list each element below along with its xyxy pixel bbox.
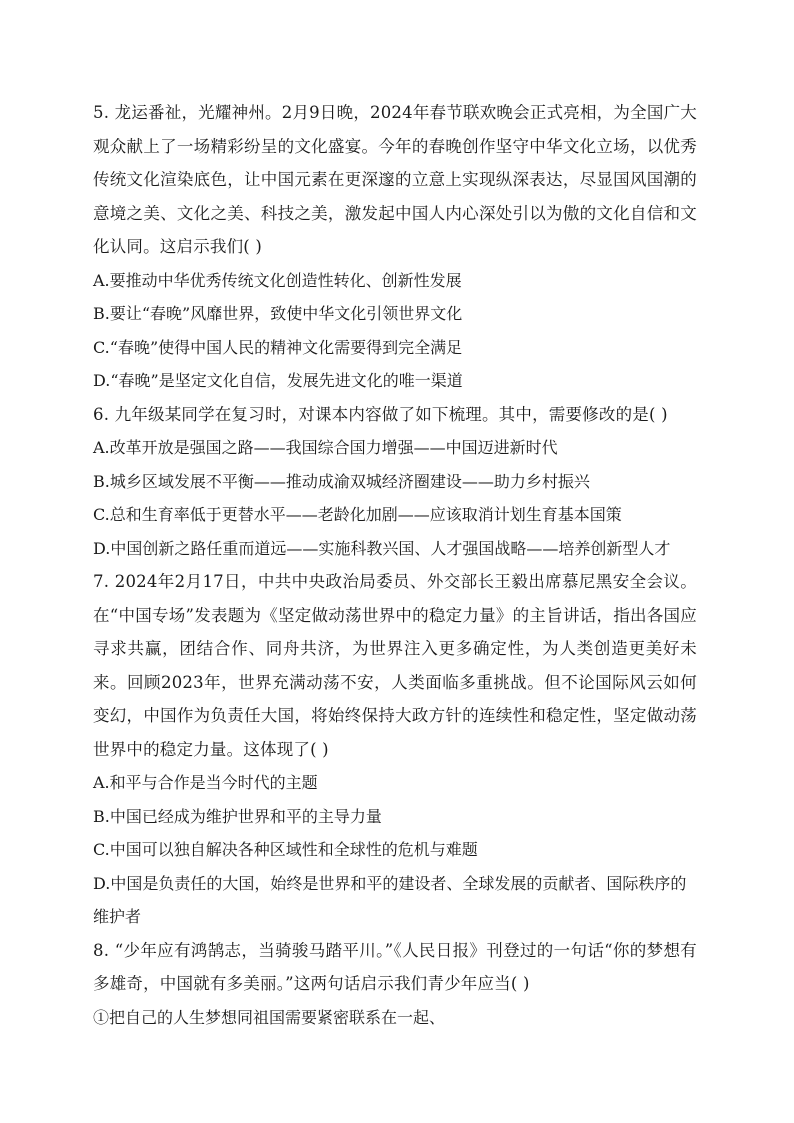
option-c[interactable]: C.“春晚”使得中国人民的精神文化需要得到完全满足	[93, 337, 463, 357]
option-a[interactable]: A.和平与合作是当今时代的主题	[93, 773, 318, 792]
question-stem: 8. “少年应有鸿鹄志，当骑骏马踏平川。”《人民日报》刊登过的一句话“你的梦想有多雄奇，中国就有多美丽。”这两句话启示我们青少年应当( )	[93, 940, 697, 993]
option-d[interactable]: D.中国创新之路任重而道远——实施科教兴国、人才强国战略——培养创新型人才	[93, 538, 671, 558]
question-stem: 6. 九年级某同学在复习时，对课本内容做了如下梳理。其中，需要修改的是( )	[93, 404, 668, 424]
question-stem: 7. 2024年2月17日，中共中央政治局委员、外交部长王毅出席慕尼黑安全会议。在“中国专场”发表题为《坚定做动荡世界中的稳定力量》的主旨讲话，指出各国应寻求共赢，团结合作、同舟共济，为世界注入更多确定性，为人类创造更美好未来。回顾2023年，世界充满动荡不安，人类面临多重挑战。但不论国际风云如何变幻，中国作为负责任大国，将始终保持大政方针的连续性和稳定性，坚定做动荡世界中的稳定力量。这体现了( )	[93, 572, 697, 759]
option-b[interactable]: B.要让“春晚”风靡世界，致使中华文化引领世界文化	[93, 304, 463, 323]
question-7	[93, 565, 697, 934]
option-c[interactable]: C.总和生育率低于更替水平——老龄化加剧——应该取消计划生育基本国策	[93, 505, 622, 524]
question-5	[93, 96, 697, 398]
question-stem: 5. 龙运番祉，光耀神州。2月9日晚，2024年春节联欢晚会正式亮相，为全国广大观众献上了一场精彩纷呈的文化盛宴。今年的春晚创作坚守中华文化立场，以优秀传统文化渲染底色，让中国元素在更深邃的立意上实现纵深表达，尽显国风国潮的意境之美、文化之美、科技之美，激发起中国人内心深处引以为傲的文化自信和文化认同。这启示我们( )	[93, 103, 697, 256]
statement-1: ①把自己的人生梦想同祖国需要紧密联系在一起、	[93, 1007, 446, 1027]
option-b[interactable]: B.中国已经成为维护世界和平的主导力量	[93, 806, 382, 826]
question-8	[93, 934, 697, 1035]
question-6	[93, 398, 697, 566]
option-c[interactable]: C.中国可以独自解决各种区域性和全球性的危机与难题	[93, 840, 478, 859]
option-d[interactable]: D.中国是负责任的大国，始终是世界和平的建设者、全球发展的贡献者、国际秩序的维护者	[93, 873, 687, 926]
exam-page	[93, 96, 697, 1034]
option-d[interactable]: D.“春晚”是坚定文化自信，发展先进文化的唯一渠道	[93, 371, 463, 390]
option-a[interactable]: A.要推动中华优秀传统文化创造性转化、创新性发展	[93, 270, 462, 290]
option-b[interactable]: B.城乡区域发展不平衡——推动成渝双城经济圈建设——助力乡村振兴	[93, 471, 590, 491]
option-a[interactable]: A.改革开放是强国之路——我国综合国力增强——中国迈进新时代	[93, 438, 558, 457]
